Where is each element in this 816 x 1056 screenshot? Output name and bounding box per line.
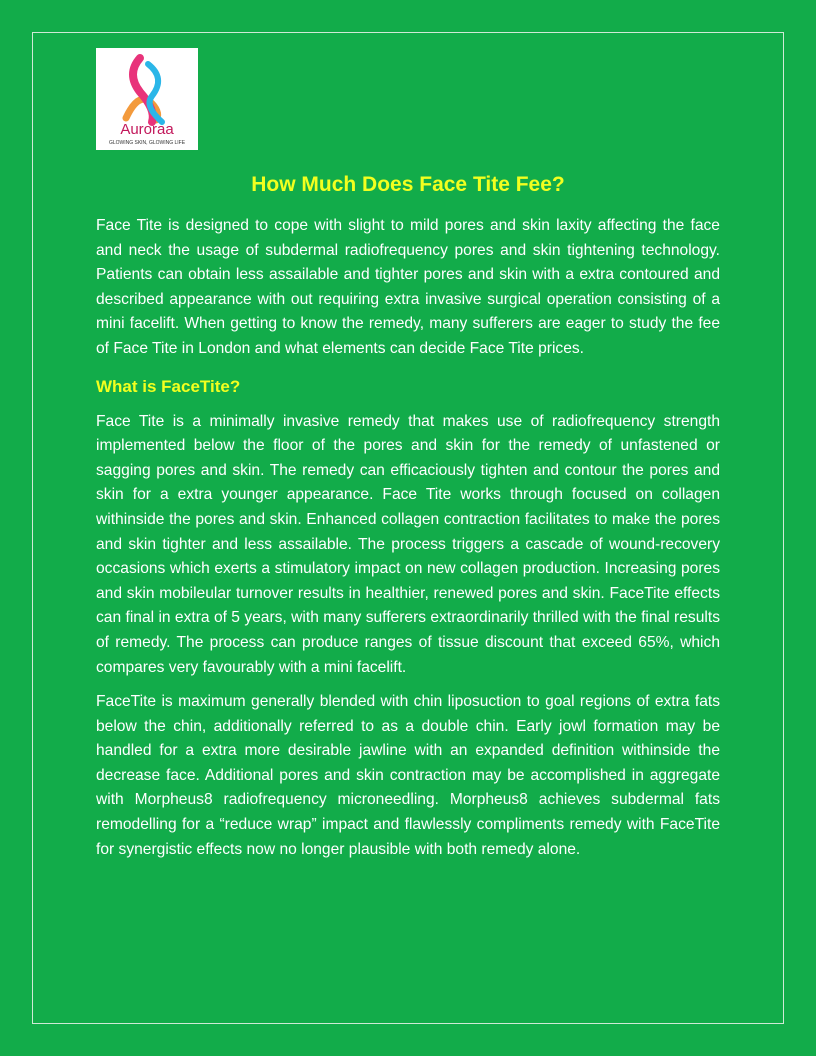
article-title: How Much Does Face Tite Fee? <box>251 173 565 196</box>
brand-logo <box>96 48 198 150</box>
logo-graphic <box>96 48 198 150</box>
article <box>96 170 720 872</box>
intro-paragraph: Face Tite is designed to cope with slight to mild pores and skin laxity affecting the face and neck the usage of subdermal radiofrequency pores and skin tightening technology. Patients can obtain less assailable and tighter pores and skin with a extra contoured and described appearance with out requiring extra invasive surgical operation consisting of a mini facelift. When getting to know the remedy, many sufferers are eager to study the fee of Face Tite in London and what elements can decide Face Tite prices. <box>96 217 720 357</box>
logo-tagline: GLOWING SKIN, GLOWING LIFE <box>108 140 186 146</box>
logo-brand-name: Auroraa <box>120 121 174 138</box>
body-paragraph-2: FaceTite is maximum generally blended with chin liposuction to goal regions of extra fats below the chin, additionally referred to as a double chin. Early jowl formation may be handled for a extra more desirable jawline with an expanded definition withinside the decrease face. Additional pores and skin contraction may be accomplished in aggregate with Morpheus8 radiofrequency microneedling. Morpheus8 achieves subdermal fats remodelling for a “reduce wrap” impact and flawlessly compliments remedy with FaceTite for synergistic effects now no longer plausible with both remedy alone. <box>96 693 720 858</box>
body-paragraph-1: Face Tite is a minimally invasive remedy that makes use of radiofrequency strength implemented below the floor of the pores and skin for the remedy of unfastened or sagging pores and skin. The remedy can efficaciously tighten and contour the pores and skin for a extra younger appearance. Face Tite works through focused on collagen withinside the pores and skin. Enhanced collagen contraction facilitates to make the pores and skin tighter and less assailable. The process triggers a cascade of wound-recovery occasions which exerts a stimulatory impact on new collagen production. Increasing pores and skin mobileular turnover results in healthier, renewed pores and skin. FaceTite effects can final in extra of 5 years, with many sufferers extraordinarily thrilled with the final results of remedy. The process can produce ranges of tissue discount that exceed 65%, which compares very favourably with a mini facelift. <box>96 412 720 676</box>
section-heading: What is FaceTite? <box>96 376 241 396</box>
